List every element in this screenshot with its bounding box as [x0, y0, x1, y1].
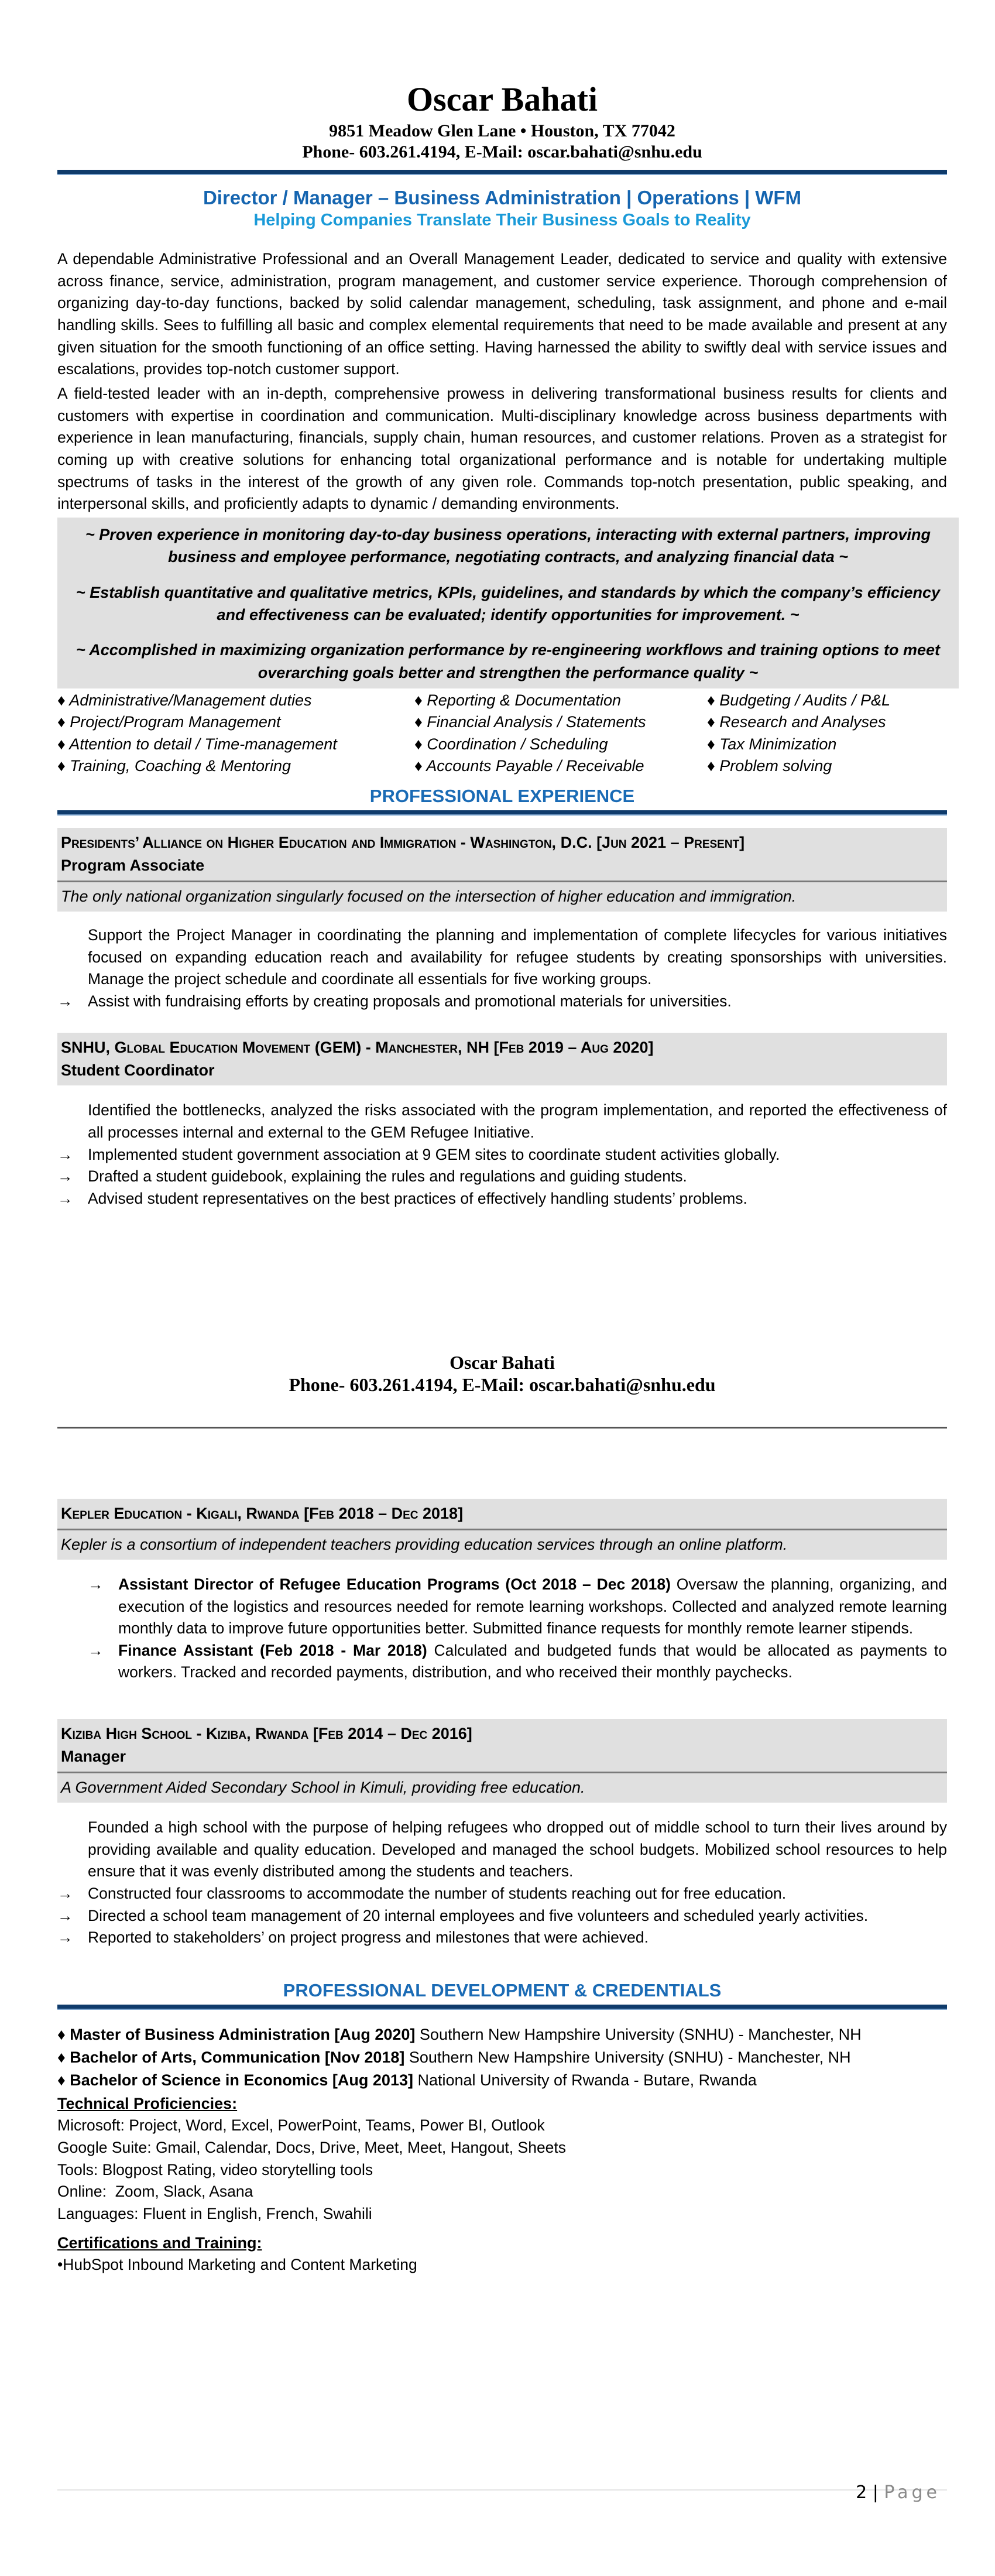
- experience-rule: [57, 810, 947, 816]
- page-number: 2: [856, 2482, 867, 2503]
- diamond-bullet-icon: ♦: [707, 691, 715, 709]
- page-footer: [856, 2482, 941, 2503]
- degree-school: Southern New Hampshire University (SNHU) - Manchester, NH: [415, 2026, 862, 2043]
- diamond-bullet-icon: ♦: [414, 713, 423, 731]
- skill-item: ♦ Financial Analysis / Statements: [414, 713, 646, 731]
- job-entry: [57, 1719, 947, 1949]
- skill-item: ♦ Accounts Payable / Receivable: [414, 756, 644, 775]
- job-company: SNHU, Global Education Movement (GEM) - Manchester, NH [Feb 2019 – Aug 2020]: [61, 1039, 654, 1056]
- highlight-item: ~ Proven experience in monitoring day-to-day business operations, interacting with external partners, improving business and employee performance, negotiating contracts, and analyzing financial data ~: [85, 526, 931, 566]
- job-bullet: → Reported to stakeholders’ on project progress and milestones that were achieved.: [57, 1927, 947, 1949]
- job-header-band: [57, 828, 947, 881]
- job-header-band: [57, 1719, 947, 1772]
- job-entry: [57, 1033, 947, 1210]
- core-skills-grid: [57, 690, 947, 777]
- diamond-bullet-icon: ♦: [57, 2071, 66, 2089]
- diamond-bullet-icon: ♦: [57, 756, 66, 775]
- page2-header: [57, 1351, 947, 1396]
- org-description: The only national organization singularly focused on the intersection of higher education and immigration.: [57, 882, 947, 912]
- arrow-right-icon: →: [57, 992, 73, 1010]
- page2-header-rule: [57, 1427, 947, 1429]
- degree-title: Bachelor of Arts, Communication [Nov 2018]: [70, 2049, 405, 2067]
- arrow-right-icon: →: [88, 1575, 104, 1593]
- page2-name: Oscar Bahati: [450, 1352, 555, 1373]
- headline: Director / Manager – Business Administration | Operations | WFM: [203, 187, 802, 208]
- job-bullet: → Constructed four classrooms to accommodate the number of students reaching out for free education.: [57, 1883, 947, 1905]
- arrow-right-icon: →: [57, 1145, 73, 1163]
- degree-title: Master of Business Administration [Aug 2020]: [70, 2026, 416, 2043]
- job-bullet: → Directed a school team management of 20 internal employees and five volunteers and scheduled yearly activities.: [57, 1905, 947, 1927]
- degrees-list: [57, 2023, 947, 2092]
- page-label: Page: [884, 2482, 941, 2503]
- technical-heading: Technical Proficiencies:: [57, 2095, 238, 2112]
- skill-item: ♦ Research and Analyses: [707, 713, 886, 731]
- degree-school: Southern New Hampshire University (SNHU) - Manchester, NH: [404, 2049, 851, 2067]
- job-entry: [57, 828, 947, 1013]
- job-company: Kepler Education - Kigali, Rwanda [Feb 2018 – Dec 2018]: [61, 1505, 464, 1522]
- skills-column-1: [57, 690, 414, 777]
- summary-paragraph-2: A field-tested leader with an in-depth, comprehensive prowess in delivering transformational business results for clients and customers with expertise in coordination and communication. Multi-disciplinary knowledge across business departments with experience in lean manufacturing, financials, supply chain, human resources, and customer relations. Proven as a strategist for coming up with creative solutions for enhancing total organizational performance and is notable for undertaking multiple spectrums of tasks in the interest of the growth of any given role. Commands top-notch presentation, public speaking, and interpersonal skills, and proficiently adapts to dynamic / demanding environments.: [57, 385, 947, 513]
- technical-line: Languages: Fluent in English, French, Swahili: [57, 2204, 372, 2222]
- headline-block: [57, 186, 947, 231]
- page-separator: |: [867, 2482, 884, 2503]
- highlights-box: [57, 518, 959, 688]
- page2-contact-line: Phone- 603.261.4194, E-Mail: oscar.bahati@snhu.edu: [289, 1374, 716, 1396]
- footer-rule: [57, 2489, 947, 2491]
- certification-item: •HubSpot Inbound Marketing and Content Marketing: [57, 2256, 417, 2274]
- diamond-bullet-icon: ♦: [414, 756, 423, 775]
- job-role: Manager: [61, 1748, 126, 1766]
- arrow-right-icon: →: [57, 1189, 73, 1207]
- job-summary: Founded a high school with the purpose of helping refugees who dropped out of middle school to turn their lives around by providing available and quality education. Developed and managed the school budgets. Mobilized school resources to help ensure that it was evenly distributed among the students and teachers.: [88, 1818, 947, 1880]
- highlight-item: ~ Accomplished in maximizing organization performance by re-engineering workflows and training options to meet overarching goals better and strengthen the performance quality ~: [76, 641, 940, 681]
- degree-title: Bachelor of Science in Economics [Aug 2013]: [70, 2071, 413, 2089]
- certifications: [57, 2232, 947, 2276]
- job-body: [57, 1817, 947, 1949]
- job-body: [57, 1574, 947, 1684]
- diamond-bullet-icon: ♦: [707, 713, 715, 731]
- degree-item: [57, 2069, 947, 2092]
- job-role: Program Associate: [61, 857, 205, 875]
- arrow-right-icon: →: [88, 1641, 104, 1659]
- diamond-bullet-icon: ♦: [414, 691, 423, 709]
- diamond-bullet-icon: ♦: [414, 735, 423, 753]
- degree-item: [57, 2046, 947, 2069]
- job-company: Kiziba High School - Kiziba, Rwanda [Feb 2014 – Dec 2016]: [61, 1725, 472, 1742]
- section-title-credentials: PROFESSIONAL DEVELOPMENT & CREDENTIALS: [283, 1980, 722, 2000]
- diamond-bullet-icon: ♦: [57, 691, 66, 709]
- degree-school: National University of Rwanda - Butare, Rwanda: [413, 2071, 757, 2089]
- diamond-bullet-icon: ♦: [57, 735, 66, 753]
- diamond-bullet-icon: ♦: [707, 735, 715, 753]
- job-header-band: [57, 1499, 947, 1529]
- credentials-rule: [57, 2005, 947, 2010]
- job-role: Student Coordinator: [61, 1061, 215, 1080]
- technical-line: Google Suite: Gmail, Calendar, Docs, Drive, Meet, Meet, Hangout, Sheets: [57, 2138, 567, 2156]
- technical-proficiencies: [57, 2092, 947, 2225]
- technical-line: Online: Zoom, Slack, Asana: [57, 2183, 253, 2201]
- certifications-heading: Certifications and Training:: [57, 2234, 262, 2252]
- diamond-bullet-icon: ♦: [707, 756, 715, 775]
- skill-item: ♦ Tax Minimization: [707, 735, 837, 753]
- technical-line: Tools: Blogpost Rating, video storytelling tools: [57, 2160, 373, 2178]
- job-summary: Support the Project Manager in coordinating the planning and implementation of complete lifecycles for various initiatives focused on expanding education reach and availability for refugee students by creating sponsorships with universities. Manage the project schedule and coordinate all essentials for five working groups.: [88, 926, 947, 988]
- resume-header: [57, 81, 947, 163]
- degree-item: [57, 2023, 947, 2046]
- job-bullet: → Implemented student government association at 9 GEM sites to coordinate student activities globally.: [57, 1144, 947, 1166]
- job-bullet: → Finance Assistant (Feb 2018 - Mar 2018) Calculated and budgeted funds that would be allocated as payments to workers. Tracked and recorded payments, distribution, and who received their monthly paychecks.: [88, 1640, 947, 1684]
- summary-paragraph-1: A dependable Administrative Professional and an Overall Management Leader, dedicated to service and quality with extensive across finance, service, administration, program management, and customer service experience. Thorough comprehension of organizing day-to-day functions, backed by solid calendar management, scheduling, task assignment, and phone and e-mail handling skills. Sees to fulfilling all basic and complex elemental requirements that need to be made available and present at any given situation for the smooth functioning of an office setting. Having harnessed the ability to swiftly deal with service issues and escalations, provides top-notch customer support.: [57, 250, 947, 378]
- skill-item: ♦ Administrative/Management duties: [57, 691, 312, 709]
- skill-item: ♦ Project/Program Management: [57, 713, 281, 731]
- job-entry: [57, 1499, 947, 1684]
- job-bullet: → Assistant Director of Refugee Education Programs (Oct 2018 – Dec 2018) Oversaw the planning, organizing, and execution of the logistics and resources needed for remote learning workshops. Collected and analyzed remote learning monthly data to improve future opportunities better. Submitted finance requests for monthly remote learner stipends.: [88, 1574, 947, 1640]
- address-line: 9851 Meadow Glen Lane • Houston, TX 77042: [329, 121, 675, 141]
- skill-item: ♦ Reporting & Documentation: [414, 691, 621, 709]
- skill-item: ♦ Coordination / Scheduling: [414, 735, 608, 753]
- skill-item: ♦ Budgeting / Audits / P&L: [707, 691, 890, 709]
- arrow-right-icon: →: [57, 1884, 73, 1902]
- position-title: Assistant Director of Refugee Education Programs (Oct 2018 – Dec 2018): [118, 1575, 671, 1593]
- technical-line: Microsoft: Project, Word, Excel, PowerPoint, Teams, Power BI, Outlook: [57, 2116, 545, 2135]
- section-title-experience: PROFESSIONAL EXPERIENCE: [369, 786, 635, 806]
- tagline: Helping Companies Translate Their Business Goals to Reality: [253, 210, 751, 229]
- candidate-name: Oscar Bahati: [407, 80, 598, 118]
- skill-item: ♦ Problem solving: [707, 756, 832, 775]
- job-summary: Identified the bottlenecks, analyzed the risks associated with the program implementation, and reported the effectiveness of all processes internal and external to the GEM Refugee Initiative.: [88, 1101, 947, 1141]
- job-bullet: → Advised student representatives on the best practices of effectively handling students’ problems.: [57, 1188, 947, 1210]
- org-description: Kepler is a consortium of independent teachers providing education services through an online platform.: [57, 1530, 947, 1560]
- highlight-item: ~ Establish quantitative and qualitative metrics, KPIs, guidelines, and standards by which the company’s efficiency and effectiveness can be evaluated; identify opportunities for improvement. ~: [76, 583, 941, 624]
- skills-column-2: [414, 690, 707, 777]
- arrow-right-icon: →: [57, 1167, 73, 1186]
- job-bullet: → Assist with fundraising efforts by creating proposals and promotional materials for universities.: [57, 991, 947, 1013]
- job-header-band: [57, 1033, 947, 1085]
- job-body: [57, 1099, 947, 1210]
- skill-item: ♦ Attention to detail / Time-management: [57, 735, 337, 753]
- job-company: Presidents’ Alliance on Higher Education and Immigration - Washington, D.C. [Jun 2021 – Present]: [61, 834, 745, 851]
- diamond-bullet-icon: ♦: [57, 2026, 66, 2043]
- job-bullet: → Drafted a student guidebook, explaining the rules and regulations and guiding students.: [57, 1166, 947, 1188]
- position-title: Finance Assistant (Feb 2018 - Mar 2018): [118, 1641, 427, 1659]
- diamond-bullet-icon: ♦: [57, 713, 66, 731]
- skill-item: ♦ Training, Coaching & Mentoring: [57, 756, 291, 775]
- diamond-bullet-icon: ♦: [57, 2049, 66, 2067]
- org-description: A Government Aided Secondary School in Kimuli, providing free education.: [57, 1773, 947, 1803]
- header-rule: [57, 170, 947, 175]
- job-body: [57, 924, 947, 1013]
- arrow-right-icon: →: [57, 1928, 73, 1947]
- contact-line: Phone- 603.261.4194, E-Mail: oscar.bahati@snhu.edu: [302, 142, 702, 162]
- arrow-right-icon: →: [57, 1906, 73, 1924]
- skills-column-3: [707, 690, 947, 777]
